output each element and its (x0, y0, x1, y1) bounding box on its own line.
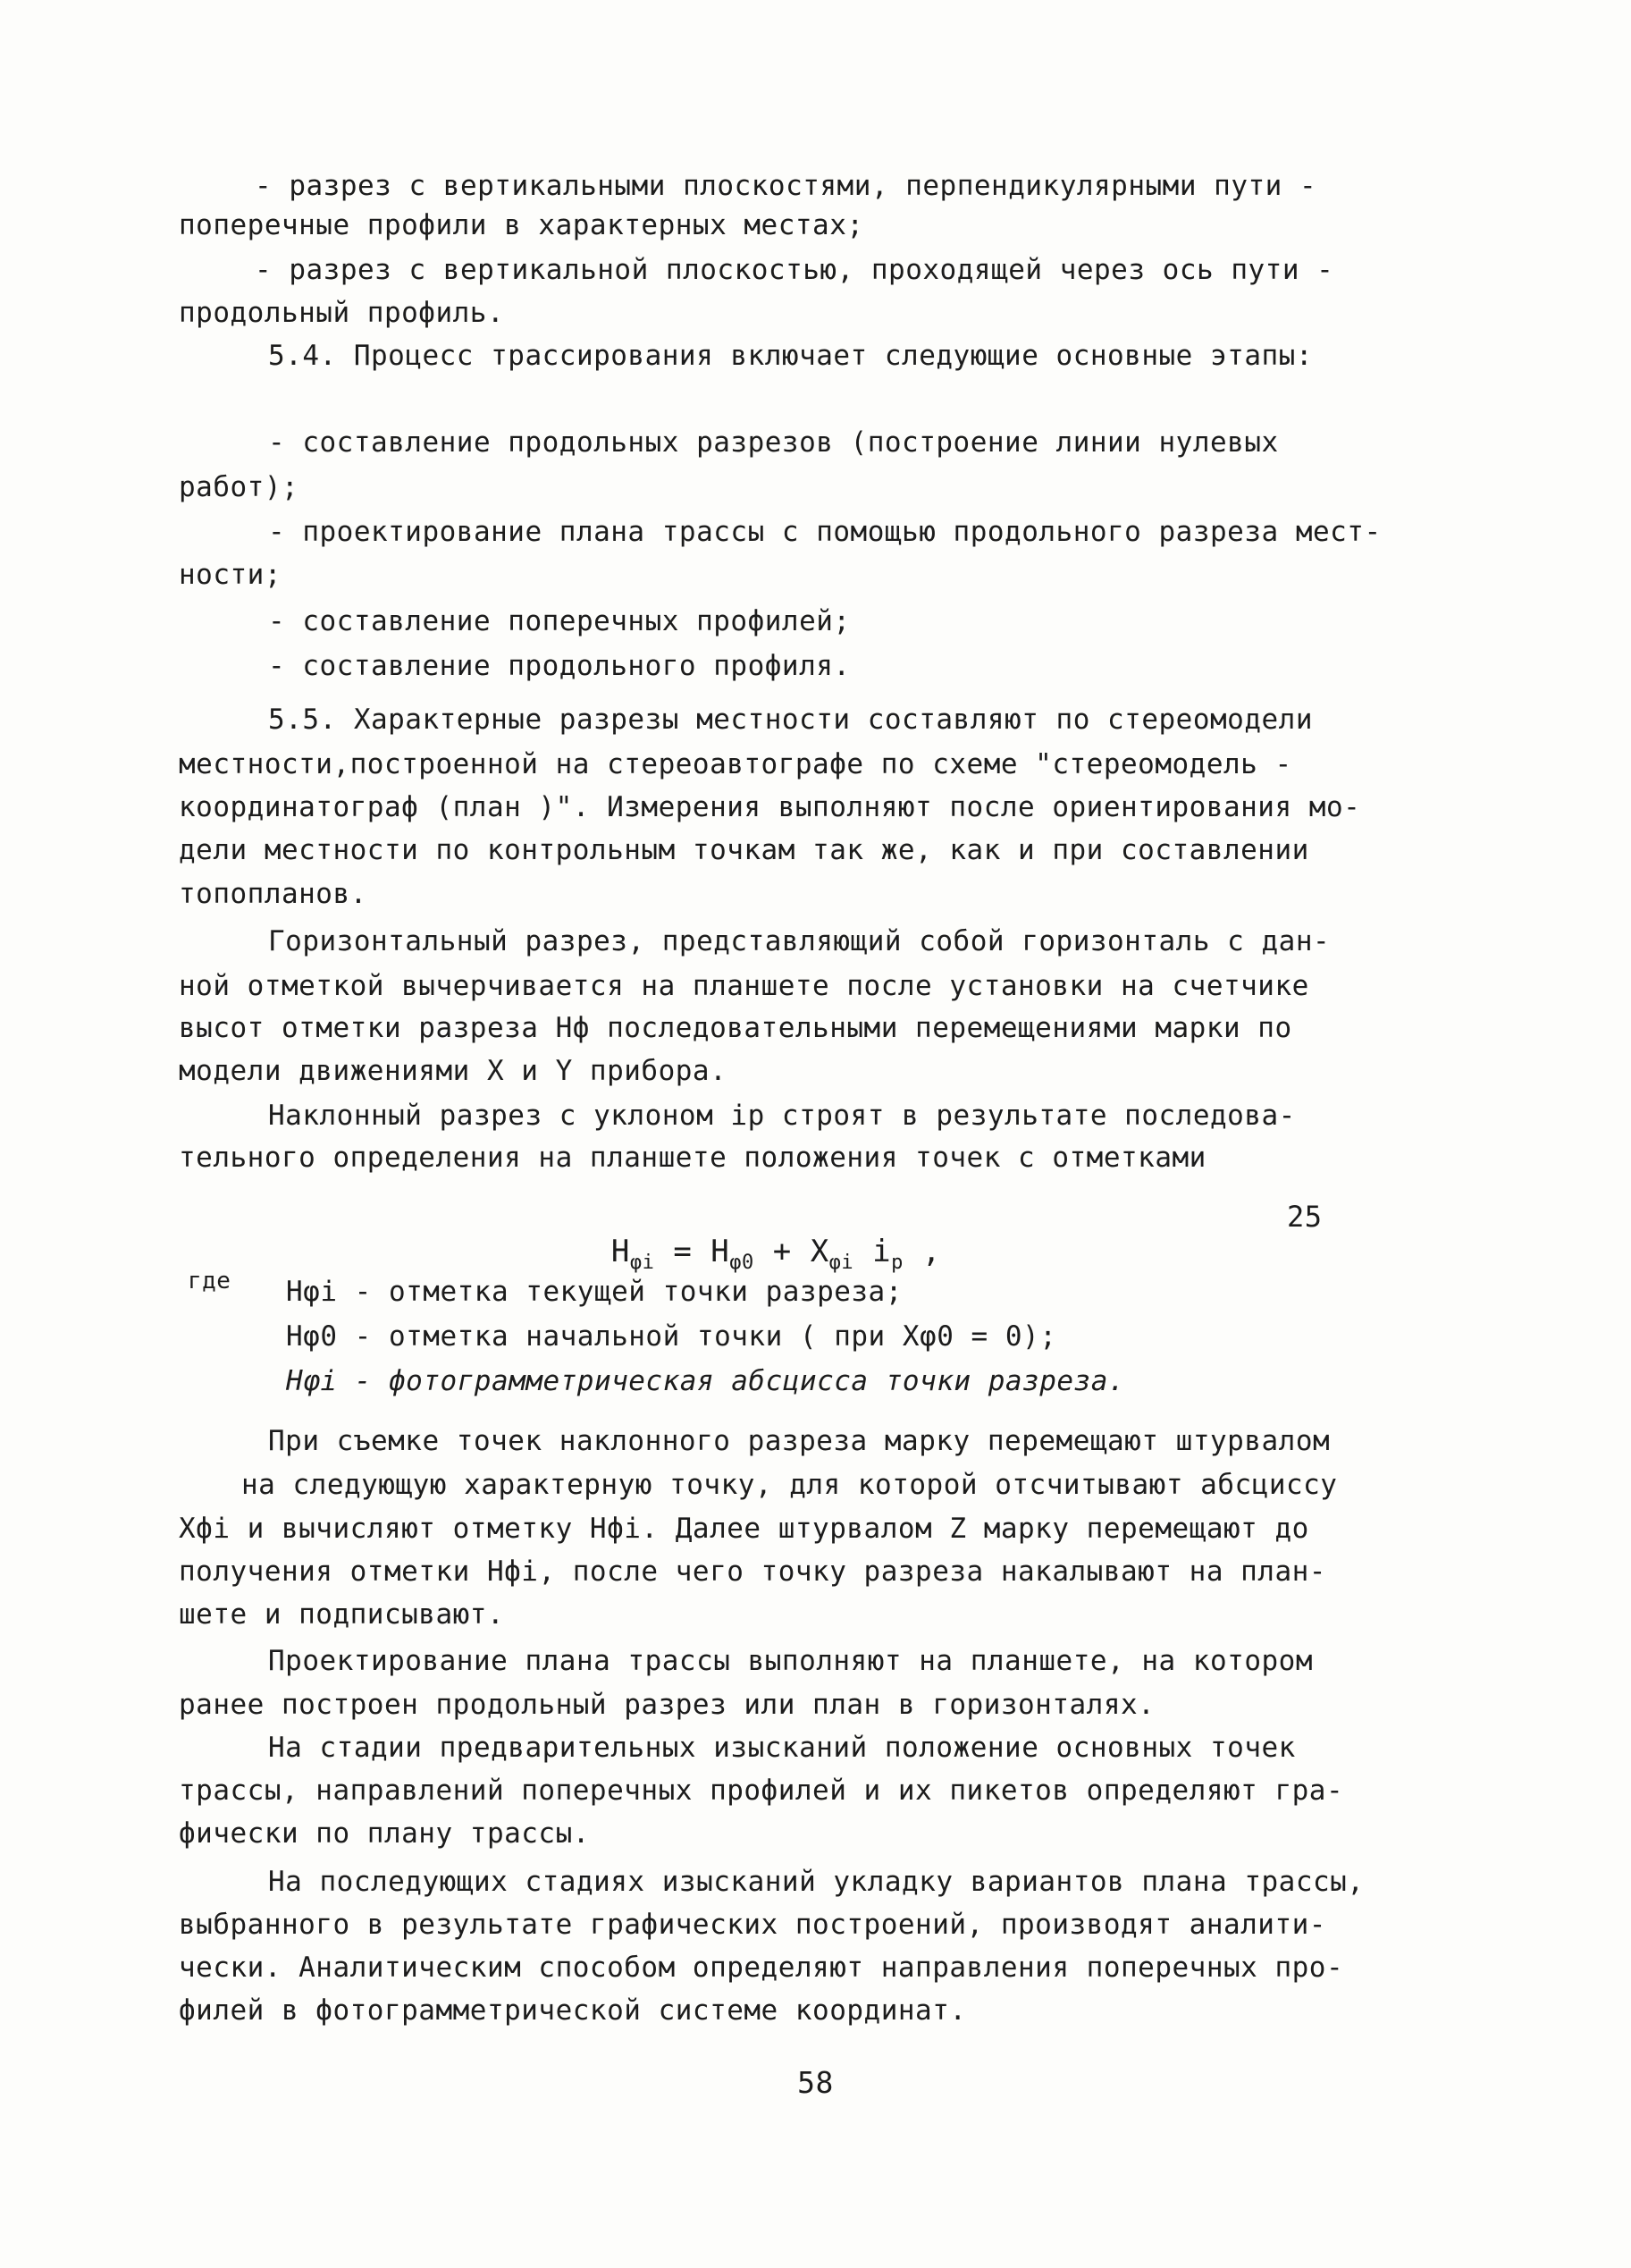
text-line: - проектирование плана трассы с помощью продольного разреза мест- (268, 516, 1382, 548)
page-number: 58 (797, 2065, 834, 2100)
text-line: На последующих стадиях изысканий укладку вариантов плана трассы, (268, 1866, 1365, 1898)
text-line: Xфi и вычисляют отметку Hфi. Далее штурвалом Z марку перемещают до (179, 1513, 1309, 1545)
text-line: координатограф (план )". Измерения выполняют после ориентирования мо- (179, 791, 1361, 823)
text-line: филей в фотограмметрической системе координат. (179, 1994, 967, 2027)
text-line: Наклонный разрез с уклоном iр строят в результате последова- (268, 1100, 1296, 1132)
text-line: 5.4. Процесс трассирования включает следующие основные этапы: (268, 340, 1313, 372)
formula-sub: р (891, 1252, 904, 1274)
definition-line: Hφ0 - отметка начальной точки ( при Xφ0 = 0); (286, 1320, 1057, 1353)
formula-h: H (610, 1234, 630, 1269)
text-line: - составление продольного профиля. (268, 650, 851, 682)
text-line: продольный профиль. (179, 297, 505, 329)
text-line: На стадии предварительных изысканий положение основных точек (268, 1732, 1296, 1764)
text-line: ности; (179, 559, 282, 591)
formula-comma: , (903, 1234, 941, 1269)
text-line: трассы, направлений поперечных профилей и их пикетов определяют гра- (179, 1775, 1344, 1807)
text-line: Горизонтальный разрез, представляющий собой горизонталь с дан- (268, 925, 1331, 957)
formula-sub: φ0 (729, 1252, 754, 1274)
text-line: При съемке точек наклонного разреза марку перемещают штурвалом (268, 1425, 1331, 1457)
text-line: фически по плану трассы. (179, 1817, 590, 1850)
text-line: местности,построенной на стереоавтографе по схеме "стереомодель - (179, 748, 1292, 780)
formula-sub: φi (629, 1252, 655, 1274)
definition-line: Hφi - отметка текущей точки разреза; (286, 1276, 903, 1308)
text-line: поперечные профили в характерных местах; (179, 209, 864, 241)
text-line: - разрез с вертикальной плоскостью, проходящей через ось пути - (255, 254, 1334, 286)
formula-eq: = (654, 1234, 711, 1269)
text-line: дели местности по контрольным точкам так же, как и при составлении (179, 834, 1309, 866)
text-line: на следующую характерную точку, для которой отсчитывают абсциссу (241, 1469, 1338, 1501)
where-label: где (188, 1268, 231, 1294)
text-line: модели движениями X и Y прибора. (179, 1055, 727, 1087)
text-line: тельного определения на планшете положения точек с отметками (179, 1142, 1206, 1174)
text-line: ной отметкой вычерчивается на планшете после установки на счетчике (179, 970, 1309, 1002)
text-line: топопланов. (179, 878, 367, 910)
formula-i: i (853, 1234, 892, 1269)
formula-h: H (710, 1234, 730, 1269)
text-line: - составление поперечных профилей; (268, 605, 851, 637)
text-line: шете и подписывают. (179, 1598, 505, 1631)
definition-line: Hφi - фотограмметрическая абсцисса точки разреза. (286, 1365, 1126, 1397)
equation-number: 25 (1287, 1200, 1323, 1234)
text-line: - составление продольных разрезов (построение линии нулевых (268, 426, 1279, 459)
text-line: получения отметки Hфi, после чего точку разреза накалывают на план- (179, 1556, 1326, 1588)
text-line: выбранного в результате графических построений, производят аналити- (179, 1909, 1326, 1941)
text-line: - разрез с вертикальными плоскостями, перпендикулярными пути - (255, 170, 1317, 202)
formula-sub: φi (828, 1252, 854, 1274)
text-line: ранее построен продольный разрез или план в горизонталях. (179, 1689, 1156, 1721)
formula-plus: + X (753, 1234, 829, 1269)
text-line: высот отметки разреза Hф последовательными перемещениями марки по (179, 1012, 1292, 1044)
text-line: Проектирование плана трассы выполняют на планшете, на котором (268, 1645, 1313, 1677)
text-line: работ); (179, 471, 299, 503)
text-line: чески. Аналитическим способом определяют направления поперечных про- (179, 1952, 1344, 1984)
text-line: 5.5. Характерные разрезы местности составляют по стереомодели (268, 704, 1313, 736)
